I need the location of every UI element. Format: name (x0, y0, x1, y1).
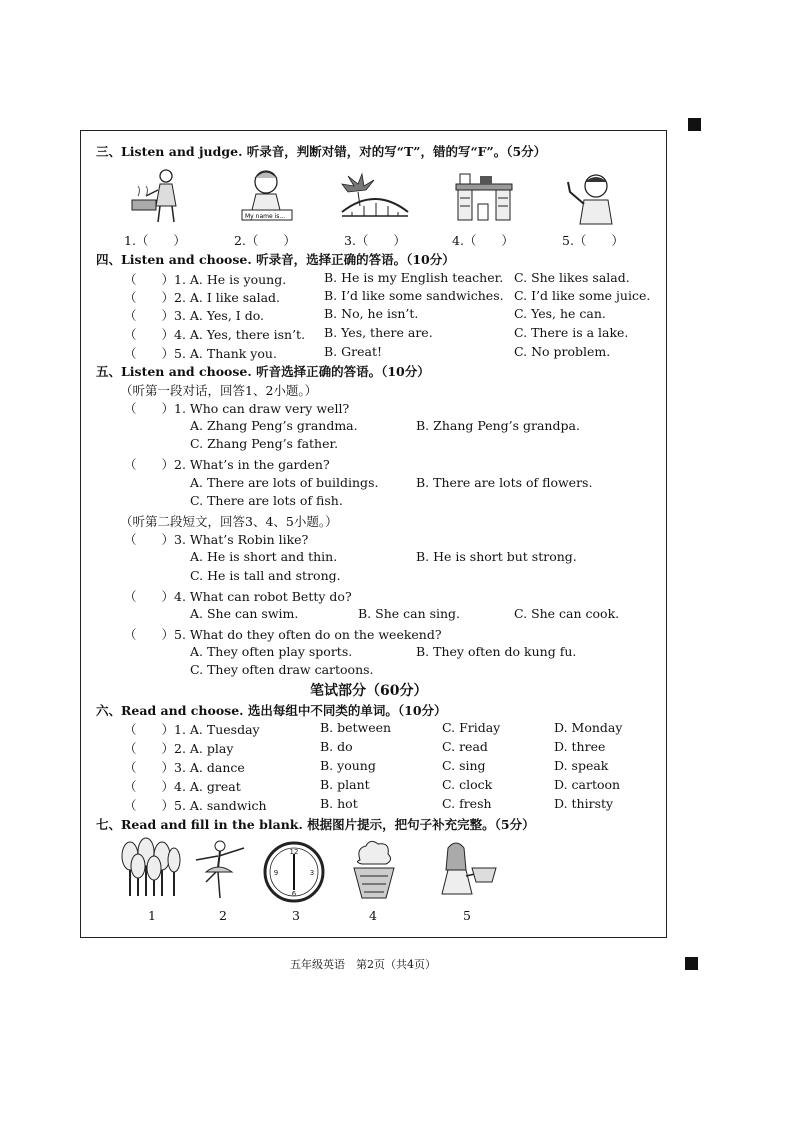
s6-q1-c: C. Friday (442, 720, 501, 735)
s4-q1-b: B. He is my English teacher. (324, 270, 504, 285)
s4-q1: （ ）1. A. He is young. (124, 272, 287, 287)
svg-text:9: 9 (273, 869, 279, 877)
s5-q4-a: A. She can swim. (190, 606, 299, 621)
s6-q4: （ ）4. A. great (124, 779, 241, 794)
s6-q3-c: C. sing (442, 758, 486, 773)
s5-q5: （ ）5. What do they often do on the weekend? (124, 627, 442, 642)
section-5-title: 五、Listen and choose. 听音选择正确的答语。（10分） (96, 364, 430, 379)
section-4-title: 四、Listen and choose. 听录音，选择正确的答语。（10分） (96, 252, 455, 267)
pic-label-1: 1 (148, 908, 156, 923)
pic-label-3: 3 (292, 908, 300, 923)
s4-q3-c: C. Yes, he can. (514, 306, 606, 321)
registration-mark-bottom (685, 957, 698, 970)
s5-q3-a: A. He is short and thin. (190, 549, 338, 564)
s4-q2-b: B. I’d like some sandwiches. (324, 288, 504, 303)
svg-text:6: 6 (291, 890, 297, 898)
pic-label-4: 4 (369, 908, 377, 923)
pic-label-5: 5 (463, 908, 471, 923)
s6-q5-b: B. hot (320, 796, 358, 811)
man-pointing-picture (560, 170, 632, 226)
s6-q1-d: D. Monday (554, 720, 623, 735)
s4-q4-c: C. There is a lake. (514, 325, 629, 340)
s5-q2-c: C. There are lots of fish. (190, 493, 343, 508)
judge-item-3: 3.（ ） (344, 233, 406, 248)
s6-q5-d: D. thirsty (554, 796, 614, 811)
s5-q5-c: C. They often draw cartoons. (190, 662, 374, 677)
section-3-title: 三、Listen and judge. 听录音，判断对错，对的写“T”，错的写“F”。（5分） (96, 144, 547, 159)
ice-cream-picture (346, 838, 402, 902)
bridge-picture (338, 172, 412, 222)
judge-item-1: 1.（ ） (124, 233, 186, 248)
written-part-title: 笔试部分（60分） (310, 683, 428, 699)
s5-q3-c: C. He is tall and strong. (190, 568, 341, 583)
s6-q4-d: D. cartoon (554, 777, 621, 792)
s6-q2-d: D. three (554, 739, 606, 754)
s5-note-1: （听第一段对话，回答1、2小题。） (120, 383, 318, 398)
trees-picture (118, 836, 182, 902)
desk-picture (450, 166, 520, 224)
s6-q5: （ ）5. A. sandwich (124, 798, 267, 813)
s5-q1-b: B. Zhang Peng’s grandpa. (416, 418, 580, 433)
s6-q2: （ ）2. A. play (124, 741, 234, 756)
svg-text:3: 3 (309, 869, 315, 877)
s6-q2-c: C. read (442, 739, 488, 754)
s5-q4-b: B. She can sing. (358, 606, 461, 621)
registration-mark-top (688, 118, 701, 131)
s5-q2: （ ）2. What’s in the garden? (124, 457, 330, 472)
s5-q5-a: A. They often play sports. (190, 644, 353, 659)
s4-q2: （ ）2. A. I like salad. (124, 290, 281, 305)
s4-q3-b: B. No, he isn’t. (324, 306, 419, 321)
s5-q2-a: A. There are lots of buildings. (190, 475, 379, 490)
s5-note-2: （听第二段短文，回答3、4、5小题。） (120, 514, 338, 529)
s6-q4-b: B. plant (320, 777, 370, 792)
s6-q3-d: D. speak (554, 758, 609, 773)
s4-q4: （ ）4. A. Yes, there isn’t. (124, 327, 306, 342)
page-footer: 五年级英语 第2页（共4页） (290, 958, 436, 971)
s6-q4-c: C. clock (442, 777, 493, 792)
s6-q1: （ ）1. A. Tuesday (124, 722, 260, 737)
girl-speaking-picture (238, 166, 294, 222)
s6-q3: （ ）3. A. dance (124, 760, 245, 775)
dancer-picture (186, 838, 252, 902)
s4-q5-b: B. Great! (324, 344, 382, 359)
s5-q1-c: C. Zhang Peng’s father. (190, 436, 339, 451)
section-7-title: 七、Read and fill in the blank. 根据图片提示，把句子补充完整。（5分） (96, 817, 535, 832)
s5-q2-b: B. There are lots of flowers. (416, 475, 593, 490)
s5-q4: （ ）4. What can robot Betty do? (124, 589, 352, 604)
section-6-title: 六、Read and choose. 选出每组中不同类的单词。（10分） (96, 703, 447, 718)
clock-picture (262, 840, 326, 904)
s6-q5-c: C. fresh (442, 796, 492, 811)
s4-q3: （ ）3. A. Yes, I do. (124, 308, 264, 323)
s4-q4-b: B. Yes, there are. (324, 325, 433, 340)
judge-item-5: 5.（ ） (562, 233, 624, 248)
pic-caption: My name is... (245, 213, 286, 220)
judge-item-4: 4.（ ） (452, 233, 514, 248)
s5-q5-b: B. They often do kung fu. (416, 644, 577, 659)
cooking-picture (128, 166, 188, 224)
pic-label-2: 2 (219, 908, 227, 923)
s5-q1: （ ）1. Who can draw very well? (124, 401, 350, 416)
girl-washing-picture (432, 838, 500, 904)
s5-q4-c: C. She can cook. (514, 606, 620, 621)
s4-q1-c: C. She likes salad. (514, 270, 630, 285)
s4-q2-c: C. I’d like some juice. (514, 288, 651, 303)
svg-text:12: 12 (289, 848, 299, 856)
s5-q1-a: A. Zhang Peng’s grandma. (190, 418, 358, 433)
s6-q2-b: B. do (320, 739, 353, 754)
s4-q5-c: C. No problem. (514, 344, 611, 359)
s6-q3-b: B. young (320, 758, 376, 773)
s5-q3: （ ）3. What’s Robin like? (124, 532, 309, 547)
s6-q1-b: B. between (320, 720, 392, 735)
judge-item-2: 2.（ ） (234, 233, 296, 248)
s4-q5: （ ）5. A. Thank you. (124, 346, 277, 361)
s5-q3-b: B. He is short but strong. (416, 549, 577, 564)
